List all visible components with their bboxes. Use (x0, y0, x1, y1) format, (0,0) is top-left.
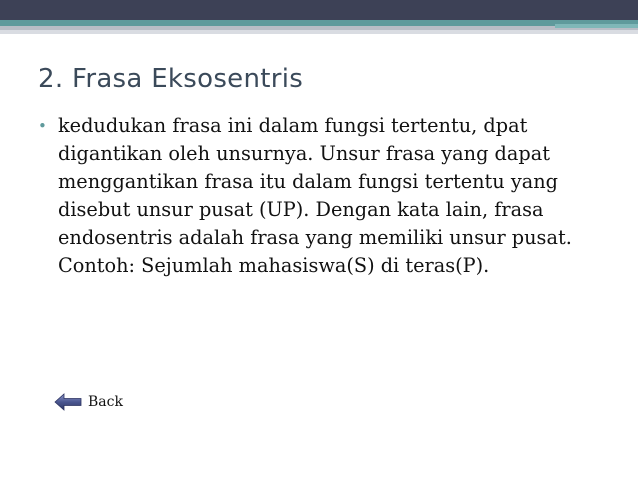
bullet-text: kedudukan frasa ini dalam fungsi tertentu, dpat digantikan oleh unsurnya. Unsur frasa yang dapat menggantikan frasa itu dalam fungsi tertentu yang disebut unsur pusat (UP). Dengan kata lain, frasa endosentris adalah frasa yang memiliki unsur pusat. (58, 114, 572, 249)
header-band-dark (0, 0, 638, 20)
back-label[interactable]: Back (88, 394, 123, 410)
header-band-accent (555, 24, 638, 28)
slide-title: 2. Frasa Eksosentris (38, 64, 304, 94)
bullet-marker: • (38, 117, 47, 135)
example-text: Contoh: Sejumlah mahasiswa(S) di teras(P). (58, 254, 490, 277)
slide-body (38, 112, 608, 280)
back-button[interactable] (54, 393, 123, 411)
header-band-light (0, 30, 638, 34)
bullet-item (38, 112, 608, 252)
arrow-left-icon[interactable] (54, 393, 82, 411)
